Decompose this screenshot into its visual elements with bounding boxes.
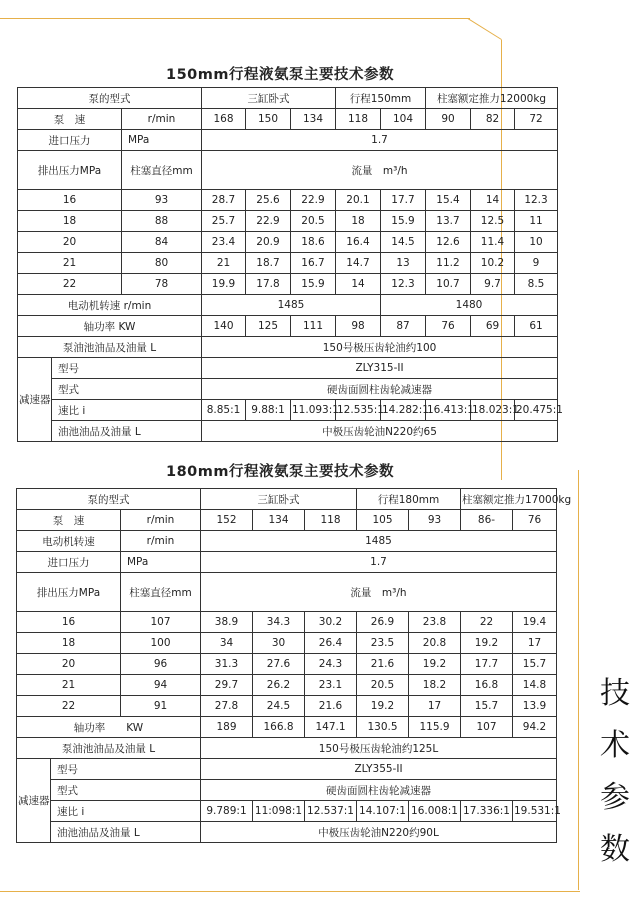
side-heading-char: 技 [600,676,630,711]
motor-speed-value: 1480 [381,295,558,316]
reducer-oil-value: 中极压齿轮油N220约65 [202,421,558,442]
speed-cell: 105 [357,510,409,531]
table-row [17,759,557,780]
plunger-diameter-header: 柱塞直径mm [122,151,202,190]
ratio-cell: 8.85:1 [202,400,246,421]
flow-cell: 20.5 [291,211,336,232]
frame-right-line-lower [578,470,579,890]
flow-cell: 14 [336,274,381,295]
flow-cell: 12.5 [471,211,515,232]
table-row [17,780,557,801]
speed-cell: 86- [461,510,513,531]
table-180-title: 180mm行程液氨泵主要技术参数 [166,464,394,480]
table-row [18,421,558,442]
pump-type-value: 三缸卧式 [202,88,336,109]
reducer-form-value: 硬齿面圆柱齿轮减速器 [201,780,557,801]
thrust-value: 柱塞额定推力17000kg [461,489,557,510]
flow-cell: 9.7 [471,274,515,295]
flow-cell: 11 [515,211,558,232]
speed-cell: 90 [426,109,471,130]
flow-cell: 14.5 [381,232,426,253]
reducer-ratio-label: 速比 i [52,400,202,421]
ratio-cell: 11.093:1 [291,400,336,421]
diameter-cell: 100 [121,633,201,654]
spec-table-150 [17,87,563,442]
side-heading-char: 参 [600,780,630,815]
table-row [18,211,558,232]
plunger-diameter-header: 柱塞直径mm [121,573,201,612]
table-row [18,316,558,337]
spec-table-180 [16,488,572,843]
flow-cell: 16.7 [291,253,336,274]
power-cell: 140 [202,316,246,337]
flow-cell: 15.7 [461,696,513,717]
frame-top-line [0,18,470,19]
ratio-cell: 9.88:1 [246,400,291,421]
table-row [18,337,558,358]
table-row [18,358,558,379]
table-row [17,696,557,717]
power-cell: 69 [471,316,515,337]
flow-cell: 20.1 [336,190,381,211]
ratio-cell: 16.008:1 [409,801,461,822]
flow-cell: 19.2 [357,696,409,717]
flow-cell: 13 [381,253,426,274]
ratio-cell: 12.535:1 [336,400,381,421]
flow-cell: 25.6 [246,190,291,211]
pump-oil-label: 泵油池油品及油量 L [17,738,201,759]
reducer-oil-label: 油池油品及油量 L [51,822,201,843]
power-cell: 107 [461,717,513,738]
flow-cell: 31.3 [201,654,253,675]
motor-speed-value: 1485 [201,531,557,552]
speed-cell: 76 [513,510,557,531]
flow-cell: 29.7 [201,675,253,696]
ratio-cell: 17.336:1 [461,801,513,822]
power-cell: 147.1 [305,717,357,738]
diameter-cell: 96 [121,654,201,675]
inlet-pressure-value: 1.7 [201,552,557,573]
thrust-value: 柱塞额定推力12000kg [426,88,558,109]
pressure-cell: 18 [18,211,122,232]
pressure-cell: 16 [17,612,121,633]
discharge-pressure-header: 排出压力MPa [18,151,122,190]
inlet-pressure-label: 进口压力 [17,552,121,573]
ratio-cell: 14.282:1 [381,400,426,421]
flow-cell: 38.9 [201,612,253,633]
ratio-cell: 14.107:1 [357,801,409,822]
pressure-cell: 20 [17,654,121,675]
flow-cell: 30 [253,633,305,654]
pump-type-value: 三缸卧式 [201,489,357,510]
flow-cell: 19.2 [409,654,461,675]
flow-cell: 15.7 [513,654,557,675]
ratio-cell: 20.475:1 [515,400,558,421]
flow-cell: 14.7 [336,253,381,274]
flow-cell: 11.4 [471,232,515,253]
flow-cell: 28.7 [202,190,246,211]
discharge-pressure-header: 排出压力MPa [17,573,121,612]
speed-unit: r/min [121,510,201,531]
flow-cell: 22.9 [246,211,291,232]
flow-cell: 20.5 [357,675,409,696]
diameter-cell: 94 [121,675,201,696]
table-row [17,801,557,822]
speed-cell: 82 [471,109,515,130]
frame-bottom-line [0,891,580,892]
pressure-cell: 20 [18,232,122,253]
flow-cell: 17.7 [381,190,426,211]
side-heading-char: 术 [600,728,630,763]
ratio-cell: 18.023:1 [471,400,515,421]
ratio-cell: 16.413:1 [426,400,471,421]
power-cell: 125 [246,316,291,337]
table-row [18,400,558,421]
speed-cell: 134 [291,109,336,130]
stroke-value: 行程180mm [357,489,461,510]
power-cell: 111 [291,316,336,337]
flow-cell: 20.8 [409,633,461,654]
ratio-cell: 11:098:1 [253,801,305,822]
flow-cell: 26.2 [253,675,305,696]
pressure-cell: 21 [18,253,122,274]
diameter-cell: 107 [121,612,201,633]
speed-cell: 152 [201,510,253,531]
flow-cell: 20.9 [246,232,291,253]
flow-cell: 17 [409,696,461,717]
flow-cell: 10.7 [426,274,471,295]
motor-speed-label: 电动机转速 r/min [18,295,202,316]
flow-cell: 27.6 [253,654,305,675]
flow-header: 流量 m³/h [202,151,558,190]
flow-cell: 18.2 [409,675,461,696]
flow-cell: 23.1 [305,675,357,696]
speed-cell: 93 [409,510,461,531]
speed-cell: 150 [246,109,291,130]
table-row [17,489,557,510]
stroke-value: 行程150mm [336,88,426,109]
flow-cell: 19.9 [202,274,246,295]
reducer-form-label: 型式 [51,780,201,801]
flow-cell: 21 [202,253,246,274]
reducer-model-value: ZLY355-II [201,759,557,780]
flow-cell: 13.7 [426,211,471,232]
power-cell: 189 [201,717,253,738]
flow-cell: 12.3 [381,274,426,295]
table-row [17,552,557,573]
table-row [18,190,558,211]
table-row [17,531,557,552]
speed-cell: 168 [202,109,246,130]
diameter-cell: 93 [122,190,202,211]
flow-cell: 9 [515,253,558,274]
flow-cell: 23.4 [202,232,246,253]
flow-cell: 16.8 [461,675,513,696]
flow-cell: 12.3 [515,190,558,211]
reducer-ratio-label: 速比 i [51,801,201,822]
flow-cell: 15.9 [291,274,336,295]
flow-cell: 8.5 [515,274,558,295]
table-row [17,510,557,531]
flow-cell: 24.3 [305,654,357,675]
table-row [18,379,558,400]
flow-cell: 22 [461,612,513,633]
power-cell: 166.8 [253,717,305,738]
shaft-power-label: 轴功率 KW [18,316,202,337]
power-cell: 61 [515,316,558,337]
ratio-cell: 9.789:1 [201,801,253,822]
flow-cell: 22.9 [291,190,336,211]
flow-cell: 21.6 [357,654,409,675]
pump-type-label: 泵的型式 [17,489,201,510]
flow-cell: 15.4 [426,190,471,211]
table-row [18,151,558,190]
pump-oil-value: 150号极压齿轮油约100 [202,337,558,358]
flow-cell: 34 [201,633,253,654]
power-cell: 94.2 [513,717,557,738]
flow-cell: 11.2 [426,253,471,274]
flow-cell: 16.4 [336,232,381,253]
frame-corner-line [467,18,501,40]
speed-cell: 118 [336,109,381,130]
ratio-cell: 19.531:1 [513,801,557,822]
diameter-cell: 84 [122,232,202,253]
inlet-pressure-unit: MPa [122,130,202,151]
power-cell: 76 [426,316,471,337]
flow-cell: 18.6 [291,232,336,253]
pressure-cell: 21 [17,675,121,696]
flow-cell: 21.6 [305,696,357,717]
pressure-cell: 18 [17,633,121,654]
inlet-pressure-unit: MPa [121,552,201,573]
table-row [17,573,557,612]
table-row [17,675,557,696]
speed-label: 泵 速 [18,109,122,130]
flow-cell: 18.7 [246,253,291,274]
flow-cell: 15.9 [381,211,426,232]
table-row [17,822,557,843]
table-row [18,130,558,151]
inlet-pressure-value: 1.7 [202,130,558,151]
flow-cell: 26.4 [305,633,357,654]
reducer-oil-label: 油池油品及油量 L [52,421,202,442]
table-row [18,109,558,130]
reducer-label: 减速器 [18,358,52,442]
flow-cell: 19.4 [513,612,557,633]
side-heading-char: 数 [600,832,630,867]
table-row [18,253,558,274]
reducer-model-label: 型号 [51,759,201,780]
flow-header: 流量 m³/h [201,573,557,612]
flow-cell: 17.7 [461,654,513,675]
power-cell: 87 [381,316,426,337]
diameter-cell: 88 [122,211,202,232]
flow-cell: 14 [471,190,515,211]
speed-cell: 72 [515,109,558,130]
reducer-label: 减速器 [17,759,51,843]
diameter-cell: 80 [122,253,202,274]
flow-cell: 17 [513,633,557,654]
table-row [17,717,557,738]
diameter-cell: 91 [121,696,201,717]
power-cell: 98 [336,316,381,337]
speed-label: 泵 速 [17,510,121,531]
flow-cell: 10.2 [471,253,515,274]
reducer-model-label: 型号 [52,358,202,379]
table-150-title: 150mm行程液氨泵主要技术参数 [166,67,394,83]
motor-speed-label: 电动机转速 [17,531,121,552]
flow-cell: 23.5 [357,633,409,654]
flow-cell: 24.5 [253,696,305,717]
pressure-cell: 22 [18,274,122,295]
table-row [17,633,557,654]
speed-cell: 104 [381,109,426,130]
pump-oil-label: 泵油池油品及油量 L [18,337,202,358]
table-row [18,88,558,109]
ratio-cell: 12.537:1 [305,801,357,822]
power-cell: 115.9 [409,717,461,738]
reducer-form-value: 硬齿面圆柱齿轮减速器 [202,379,558,400]
speed-cell: 134 [253,510,305,531]
table-row [18,232,558,253]
table-row [18,295,558,316]
side-heading [598,668,632,876]
pump-oil-value: 150号极压齿轮油约125L [201,738,557,759]
table-row [18,274,558,295]
flow-cell: 34.3 [253,612,305,633]
motor-speed-value: 1485 [202,295,381,316]
flow-cell: 18 [336,211,381,232]
table-row [17,612,557,633]
power-cell: 130.5 [357,717,409,738]
motor-speed-unit: r/min [121,531,201,552]
flow-cell: 14.8 [513,675,557,696]
flow-cell: 23.8 [409,612,461,633]
table-row [17,654,557,675]
flow-cell: 19.2 [461,633,513,654]
table-row [17,738,557,759]
reducer-model-value: ZLY315-II [202,358,558,379]
pump-type-label: 泵的型式 [18,88,202,109]
flow-cell: 10 [515,232,558,253]
shaft-power-label: 轴功率 KW [17,717,201,738]
pressure-cell: 22 [17,696,121,717]
speed-unit: r/min [122,109,202,130]
flow-cell: 17.8 [246,274,291,295]
speed-cell: 118 [305,510,357,531]
diameter-cell: 78 [122,274,202,295]
reducer-form-label: 型式 [52,379,202,400]
flow-cell: 27.8 [201,696,253,717]
inlet-pressure-label: 进口压力 [18,130,122,151]
flow-cell: 12.6 [426,232,471,253]
pressure-cell: 16 [18,190,122,211]
flow-cell: 26.9 [357,612,409,633]
flow-cell: 25.7 [202,211,246,232]
reducer-oil-value: 中极压齿轮油N220约90L [201,822,557,843]
flow-cell: 30.2 [305,612,357,633]
flow-cell: 13.9 [513,696,557,717]
